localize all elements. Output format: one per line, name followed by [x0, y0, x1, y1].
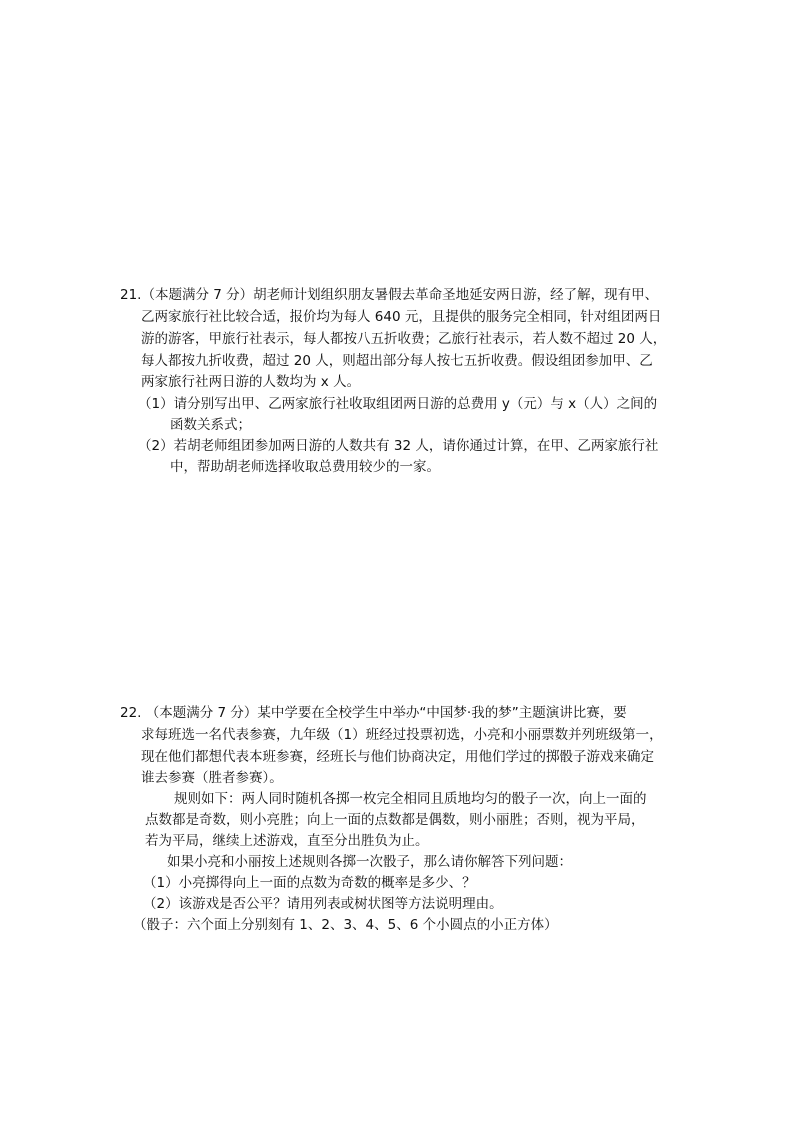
q22-sub1: （1）小亮掷得向上一面的点数为奇数的概率是多少、？ [143, 875, 476, 891]
q21-sub1-line-1: （1）请分别写出甲、乙两家旅行社收取组团两日游的总费用 y（元）与 x（人）之间的 [138, 396, 658, 412]
q21-line-2: 乙两家旅行社比较合适，报价均为每人 640 元，且提供的服务完全相同，针对组团两日 [141, 309, 662, 325]
q22-rules-line-3: 若为平局，继续上述游戏，直至分出胜负为止。 [145, 833, 429, 849]
q21-line-1: 21.（本题满分 7 分）胡老师计划组织朋友暑假去革命圣地延安两日游，经了解，现有甲、 [120, 287, 659, 303]
q21-sub1-line-2: 函数关系式； [170, 417, 251, 433]
q21-line-3: 游的游客，甲旅行社表示，每人都按八五折收费；乙旅行社表示，若人数不超过 20 人， [141, 331, 667, 347]
q22-line-1: 22. （本题满分 7 分）某中学要在全校学生中举办“中国梦·我的梦”主题演讲比赛，要 [120, 705, 627, 721]
q21-sub2-line-2: 中，帮助胡老师选择收取总费用较少的一家。 [170, 459, 440, 475]
q22-line-3: 现在他们都想代表本班参赛，经班长与他们协商决定，用他们学过的掷骰子游戏来确定 [141, 749, 654, 765]
q21-line-4: 每人都按九折收费，超过 20 人，则超出部分每人按七五折收费。假设组团参加甲、乙 [141, 353, 653, 369]
q21-sub2-line-1: （2）若胡老师组团参加两日游的人数共有 32 人，请你通过计算，在甲、乙两家旅行社 [138, 438, 659, 454]
q22-rules-line-1: 规则如下：两人同时随机各掷一枚完全相同且质地均匀的骰子一次，向上一面的 [174, 791, 647, 807]
q22-intro: 如果小亮和小丽按上述规则各掷一次骰子，那么请你解答下列问题： [167, 854, 572, 870]
q21-line-5: 两家旅行社两日游的人数均为 x 人。 [141, 374, 361, 390]
q22-sub2: （2）该游戏是否公平？请用列表或树状图等方法说明理由。 [143, 896, 503, 912]
q22-note: （骰子：六个面上分别刻有 1、2、3、4、5、6 个小圆点的小正方体） [133, 917, 558, 933]
q22-line-4: 谁去参赛（胜者参赛）。 [141, 770, 283, 786]
q22-rules-line-2: 点数都是奇数，则小亮胜；向上一面的点数都是偶数，则小丽胜；否则，视为平局， [145, 812, 645, 828]
q22-line-2: 求每班选一名代表参赛，九年级（1）班经过投票初选，小亮和小丽票数并列班级第一， [141, 727, 663, 743]
